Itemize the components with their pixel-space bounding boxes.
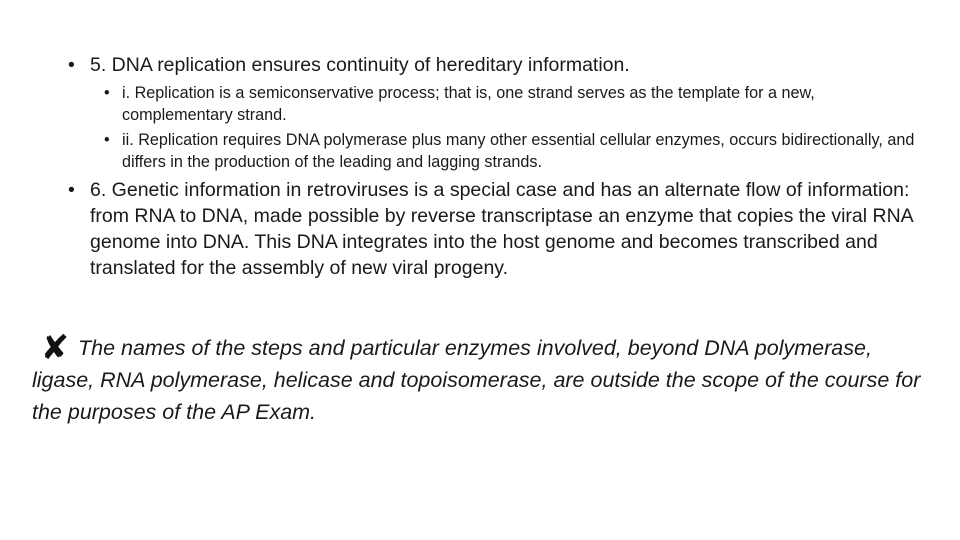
sub-bullet-item-5-i xyxy=(104,83,924,126)
sub-bullet-item-5-ii xyxy=(104,130,924,173)
cross-mark-icon: ✘ xyxy=(40,329,70,367)
bullet-item-6-text: 6. Genetic information in retroviruses is a special case and has an alternate flow of information: from RNA to DNA, made possible by reverse transcriptase an enzyme that copies the viral RNA genome into DNA. This DNA integrates into the host genome and becomes transcribed and translated for the assembly of new viral progeny. xyxy=(90,179,913,279)
sub-bullet-item-5-ii-content: ii. Replication requires DNA polymerase plus many other essential cellular enzymes, occurs bidirectionally, and differs in the production of the leading and lagging strands. xyxy=(122,131,915,171)
sub-bullet-item-5-i-content: i. Replication is a semiconservative process; that is, one strand serves as the template for a new, complementary strand. xyxy=(122,84,815,124)
exclusion-statement xyxy=(32,329,932,428)
exclusion-text: The names of the steps and particular enzymes involved, beyond DNA polymerase, ligase, RNA polymerase, helicase and topoisomerase, are outside the scope of the course for the purposes of the AP Exam. xyxy=(32,336,921,424)
sub-bullet-item-5-ii-text xyxy=(122,130,924,173)
bullet-dot: • xyxy=(68,179,75,201)
bullet-dot: • xyxy=(104,84,110,102)
bullet-item-5 xyxy=(68,52,928,78)
bullet-item-6 xyxy=(68,177,928,281)
bullet-dot: • xyxy=(104,131,110,149)
sub-bullet-item-5-i-text xyxy=(122,83,924,126)
bullet-dot: • xyxy=(68,54,75,76)
bullet-item-5-text: 5. DNA replication ensures continuity of hereditary information. xyxy=(90,54,630,76)
